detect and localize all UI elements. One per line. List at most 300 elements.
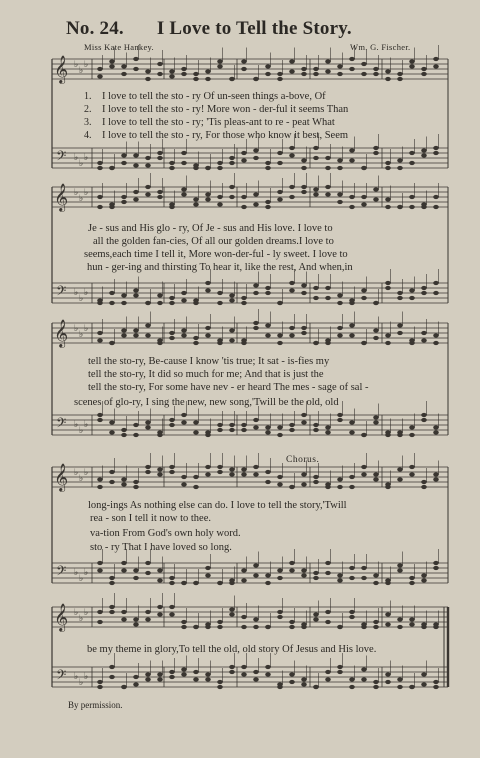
note-head [145,69,151,73]
flat-sign: ♭ [84,60,89,70]
note-head [349,205,355,209]
note-head [421,67,427,71]
note-head [277,610,283,614]
note-head [169,69,175,73]
note-head [385,341,391,345]
note-head [349,158,355,162]
note-head [133,293,139,297]
note-head [121,153,127,157]
note-head [289,680,295,684]
note-head [397,72,403,76]
note-head [289,185,295,189]
note-head [121,610,127,614]
note-head [433,281,439,285]
note-head [397,677,403,681]
note-head [301,185,307,189]
note-head [361,433,367,437]
note-head [193,430,199,434]
note-head [181,291,187,295]
note-head [409,617,415,621]
note-head [229,472,235,476]
note-head [217,470,223,474]
note-head [157,62,163,66]
note-head [433,57,439,61]
note-head [325,166,331,170]
note-head [253,321,259,325]
note-head [181,328,187,332]
note-head [325,69,331,73]
note-head [169,161,175,165]
note-head [109,59,115,63]
note-head [253,77,259,81]
note-head [313,72,319,76]
note-head [265,64,271,68]
note-head [229,467,235,471]
note-head [337,333,343,337]
note-head [205,281,211,285]
note-head [301,158,307,162]
note-head [409,433,415,437]
note-head [193,336,199,340]
note-head [265,166,271,170]
note-head [205,326,211,330]
treble-clef: 𝄞 [54,55,69,83]
note-head [241,195,247,199]
note-head [205,288,211,292]
note-head [337,293,343,297]
note-head [121,433,127,437]
note-head [229,423,235,427]
verse-line: seems,each time I tell it, More won-der-ful - ly sweet. I love to [84,249,348,260]
flat-sign: ♭ [84,672,89,682]
note-head [337,670,343,674]
bass-clef: 𝄢 [56,415,67,434]
note-head [121,328,127,332]
note-head [397,433,403,437]
note-head [169,418,175,422]
note-head [337,72,343,76]
note-head [133,288,139,292]
note-head [97,331,103,335]
note-head [313,192,319,196]
note-head [133,682,139,686]
note-head [361,166,367,170]
note-head [349,430,355,434]
flat-sign: ♭ [79,678,84,688]
verse-number: 2. [84,104,92,115]
note-head [97,301,103,305]
note-head [265,291,271,295]
note-head [421,72,427,76]
note-head [337,485,343,489]
note-head [373,328,379,332]
note-head [409,151,415,155]
note-head [241,158,247,162]
note-head [181,151,187,155]
note-head [373,72,379,76]
note-head [373,301,379,305]
note-head [193,670,199,674]
note-head [421,625,427,629]
note-head [181,625,187,629]
note-head [409,341,415,345]
note-head [421,338,427,342]
note-head [121,333,127,337]
note-head [205,192,211,196]
note-head [229,298,235,302]
note-head [385,197,391,201]
flat-sign: ♭ [79,474,84,484]
flat-sign: ♭ [79,426,84,436]
note-head [229,607,235,611]
note-head [409,581,415,585]
note-head [217,620,223,624]
verse-line: tell the sto-ry, Be-cause I know 'tis true; It sat - is-fies my [88,356,330,367]
note-head [169,605,175,609]
note-head [433,151,439,155]
note-head [145,192,151,196]
note-head [205,69,211,73]
flat-sign: ♭ [74,672,79,682]
note-head [193,166,199,170]
note-head [265,581,271,585]
note-head [97,338,103,342]
note-head [193,420,199,424]
note-head [289,568,295,572]
note-head [349,57,355,61]
note-head [253,625,259,629]
note-head [193,625,199,629]
note-head [241,672,247,676]
note-head [325,430,331,434]
note-head [289,625,295,629]
treble-clef: 𝄞 [54,183,69,211]
note-head [349,485,355,489]
note-head [277,482,283,486]
note-head [157,605,163,609]
note-head [397,291,403,295]
note-head [205,672,211,676]
verse-line: tell the sto-ry, It did so much for me; And that is just the [88,369,324,380]
note-head [241,615,247,619]
note-head [133,333,139,337]
note-head [325,670,331,674]
note-head [253,670,259,674]
flat-sign: ♭ [79,159,84,169]
note-head [133,423,139,427]
note-head [121,617,127,621]
note-head [409,59,415,63]
note-head [121,195,127,199]
note-head [373,146,379,150]
note-head [409,205,415,209]
note-head [337,418,343,422]
note-head [97,485,103,489]
note-head [433,680,439,684]
note-head [145,672,151,676]
note-head [193,202,199,206]
note-head [145,571,151,575]
note-head [109,470,115,474]
note-head [349,148,355,152]
verse-line: long-ings As nothing else can do. I love to tell the story,'Twill [88,500,347,511]
flat-sign: ♭ [74,153,79,163]
note-head [289,281,295,285]
note-head [157,151,163,155]
note-head [397,296,403,300]
note-head [145,470,151,474]
note-head [133,153,139,157]
flat-sign: ♭ [79,194,84,204]
note-head [97,610,103,614]
note-head [409,161,415,165]
note-head [313,286,319,290]
note-head [133,67,139,71]
note-head [109,64,115,68]
note-head [133,197,139,201]
note-head [109,605,115,609]
note-head [193,485,199,489]
note-head [241,472,247,476]
note-head [349,333,355,337]
flat-sign: ♭ [84,608,89,618]
note-head [277,77,283,81]
flat-sign: ♭ [74,60,79,70]
note-head [421,205,427,209]
note-head [301,72,307,76]
verse-line: sto - ry That I have loved so long. [90,542,232,553]
note-head [277,301,283,305]
note-head [313,576,319,580]
note-head [145,425,151,429]
note-head [253,291,259,295]
flat-sign: ♭ [84,468,89,478]
verse-line: I love to tell the sto - ry! More won - der-ful it seems Than [102,104,349,115]
note-head [277,568,283,572]
note-head [337,301,343,305]
note-head [313,475,319,479]
note-head [157,612,163,616]
note-head [433,625,439,629]
note-head [433,561,439,565]
note-head [385,622,391,626]
note-head [409,465,415,469]
note-head [229,161,235,165]
flat-sign: ♭ [84,324,89,334]
note-head [265,323,271,327]
note-head [217,680,223,684]
flat-sign: ♭ [79,330,84,340]
note-head [97,568,103,572]
note-head [409,64,415,68]
note-head [313,296,319,300]
note-head [253,465,259,469]
verse-line: all the golden fan-cies, Of all our golden dreams.I love to [93,236,334,247]
note-head [421,148,427,152]
note-head [373,685,379,689]
note-head [133,568,139,572]
note-head [289,485,295,489]
note-head [361,566,367,570]
note-head [313,187,319,191]
verse-number: 3. [84,117,92,128]
note-head [253,617,259,621]
note-head [409,472,415,476]
note-head [325,192,331,196]
note-head [157,156,163,160]
note-head [337,665,343,669]
note-head [109,576,115,580]
note-head [229,670,235,674]
hymn-title: I Love to Tell the Story. [156,18,352,39]
note-head [373,336,379,340]
note-head [301,677,307,681]
note-head [349,195,355,199]
note-head [325,59,331,63]
note-head [433,195,439,199]
note-head [337,166,343,170]
note-head [385,69,391,73]
note-head [121,568,127,572]
bass-clef: 𝄢 [56,667,67,686]
note-head [229,338,235,342]
note-head [229,328,235,332]
note-head [145,185,151,189]
note-head [301,331,307,335]
note-head [229,665,235,669]
note-head [181,420,187,424]
note-head [145,156,151,160]
note-head [409,622,415,626]
note-head [121,428,127,432]
note-head [133,433,139,437]
note-head [409,195,415,199]
note-head [337,578,343,582]
note-head [361,288,367,292]
note-head [253,202,259,206]
note-head [277,161,283,165]
note-head [397,563,403,567]
note-head [301,573,307,577]
note-head [277,341,283,345]
note-head [349,615,355,619]
note-head [241,578,247,582]
note-head [121,64,127,68]
flat-sign: ♭ [74,288,79,298]
verse-line: I love to tell the sto - ry Of un-seen things a-bove, Of [102,91,326,102]
flat-sign: ♭ [74,324,79,334]
note-head [433,291,439,295]
flat-sign: ♭ [84,153,89,163]
treble-clef: 𝄞 [54,319,69,347]
note-head [301,283,307,287]
note-head [409,288,415,292]
note-head [313,341,319,345]
note-head [265,333,271,337]
note-head [121,477,127,481]
note-head [229,612,235,616]
note-head [373,420,379,424]
flat-sign: ♭ [74,468,79,478]
note-head [373,187,379,191]
note-head [217,581,223,585]
note-head [169,675,175,679]
note-head [349,610,355,614]
note-head [325,296,331,300]
note-head [421,485,427,489]
note-head [265,625,271,629]
note-head [337,158,343,162]
note-head [205,625,211,629]
note-head [349,677,355,681]
note-head [265,573,271,577]
note-head [313,685,319,689]
note-head [397,685,403,689]
note-head [133,485,139,489]
note-head [109,301,115,305]
treble-clef: 𝄞 [54,463,69,491]
note-head [217,202,223,206]
note-head [97,161,103,165]
note-head [145,323,151,327]
note-head [385,612,391,616]
note-head [265,425,271,429]
note-head [157,341,163,345]
note-head [385,485,391,489]
note-head [121,293,127,297]
note-head [97,166,103,170]
note-head [301,482,307,486]
flat-sign: ♭ [79,294,84,304]
note-head [169,612,175,616]
note-head [181,581,187,585]
note-head [337,625,343,629]
note-head [241,67,247,71]
note-head [277,333,283,337]
note-head [385,281,391,285]
note-head [157,301,163,305]
note-head [193,301,199,305]
note-head [133,617,139,621]
flat-sign: ♭ [79,66,84,76]
note-head [397,331,403,335]
note-head [229,185,235,189]
note-head [121,161,127,165]
note-head [253,677,259,681]
note-head [385,205,391,209]
permission-note: By permission. [68,700,123,710]
note-head [253,283,259,287]
note-head [361,667,367,671]
note-head [241,423,247,427]
note-head [205,566,211,570]
note-head [217,423,223,427]
note-head [397,467,403,471]
note-head [157,293,163,297]
note-head [301,190,307,194]
note-head [121,482,127,486]
note-head [421,672,427,676]
note-head [433,333,439,337]
note-head [385,286,391,290]
flat-sign: ♭ [74,188,79,198]
note-head [169,423,175,427]
note-head [289,146,295,150]
note-head [205,197,211,201]
note-head [217,428,223,432]
note-head [97,477,103,481]
note-head [325,341,331,345]
